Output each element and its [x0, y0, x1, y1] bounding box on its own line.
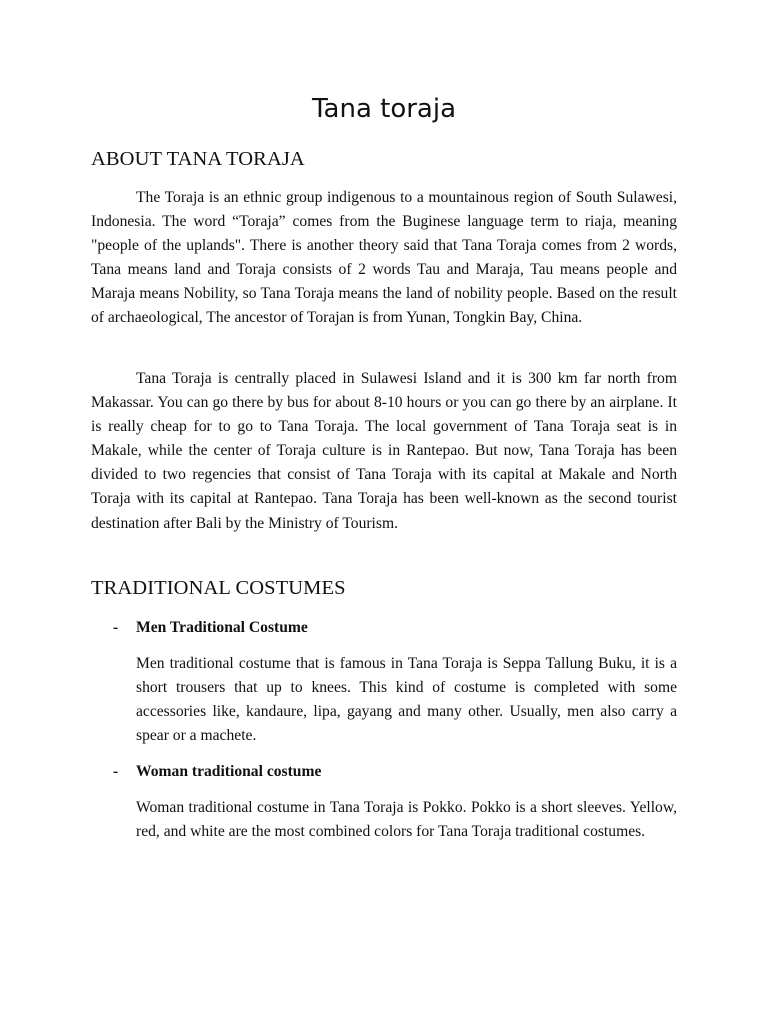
bullet-dash: -: [113, 763, 119, 780]
paragraph-woman-costume: Woman traditional costume in Tana Toraja is Pokko. Pokko is a short sleeves. Yellow, red, and white are the most combined colors for Tana Toraja traditional costumes.: [136, 799, 677, 841]
paragraph-about-2: Tana Toraja is centrally placed in Sulawesi Island and it is 300 km far north from Makassar. You can go there by bus for about 8-10 hours or you can go there by an airplane. It is really cheap for to go to Tana Toraja. The local government of Tana Toraja seat is in Makale, while the center of Toraja culture is in Rantepao. But now, Tana Toraja has been divided to two regencies that consist of Tana Toraja with its capital at Makale and North Toraja with its capital at Rantepao. Tana Toraja has been well-known as the second tourist destination after Bali by the Ministry of Tourism.: [91, 370, 677, 532]
bullet-label: Men Traditional Costume: [136, 619, 308, 636]
section-heading-costumes: TRADITIONAL COSTUMES: [91, 577, 346, 599]
bullet-woman-costume: [113, 761, 673, 783]
bullet-label: Woman traditional costume: [136, 763, 322, 780]
bullet-men-costume: [113, 617, 673, 639]
paragraph-men-costume: Men traditional costume that is famous in Tana Toraja is Seppa Tallung Buku, it is a short trousers that up to knees. This kind of costume is completed with some accessories like, kandaure, lipa, gayang and many other. Usually, men also carry a spear or a machete.: [136, 655, 677, 745]
bullet-dash: -: [113, 619, 119, 636]
paragraph-about-1: The Toraja is an ethnic group indigenous to a mountainous region of South Sulawesi, Indonesia. The word “Toraja” comes from the Buginese language term to riaja, meaning "people of the uplands". There is another theory said that Tana Toraja comes from 2 words, Tana means land and Toraja consists of 2 words Tau and Maraja, Tau means people and Maraja means Nobility, so Tana Toraja means the land of nobility people. Based on the result of archaeological, The ancestor of Torajan is from Yunan, Tongkin Bay, China.: [91, 189, 677, 327]
document-title: Tana toraja: [311, 94, 457, 124]
section-heading-about: ABOUT TANA TORAJA: [91, 148, 305, 170]
